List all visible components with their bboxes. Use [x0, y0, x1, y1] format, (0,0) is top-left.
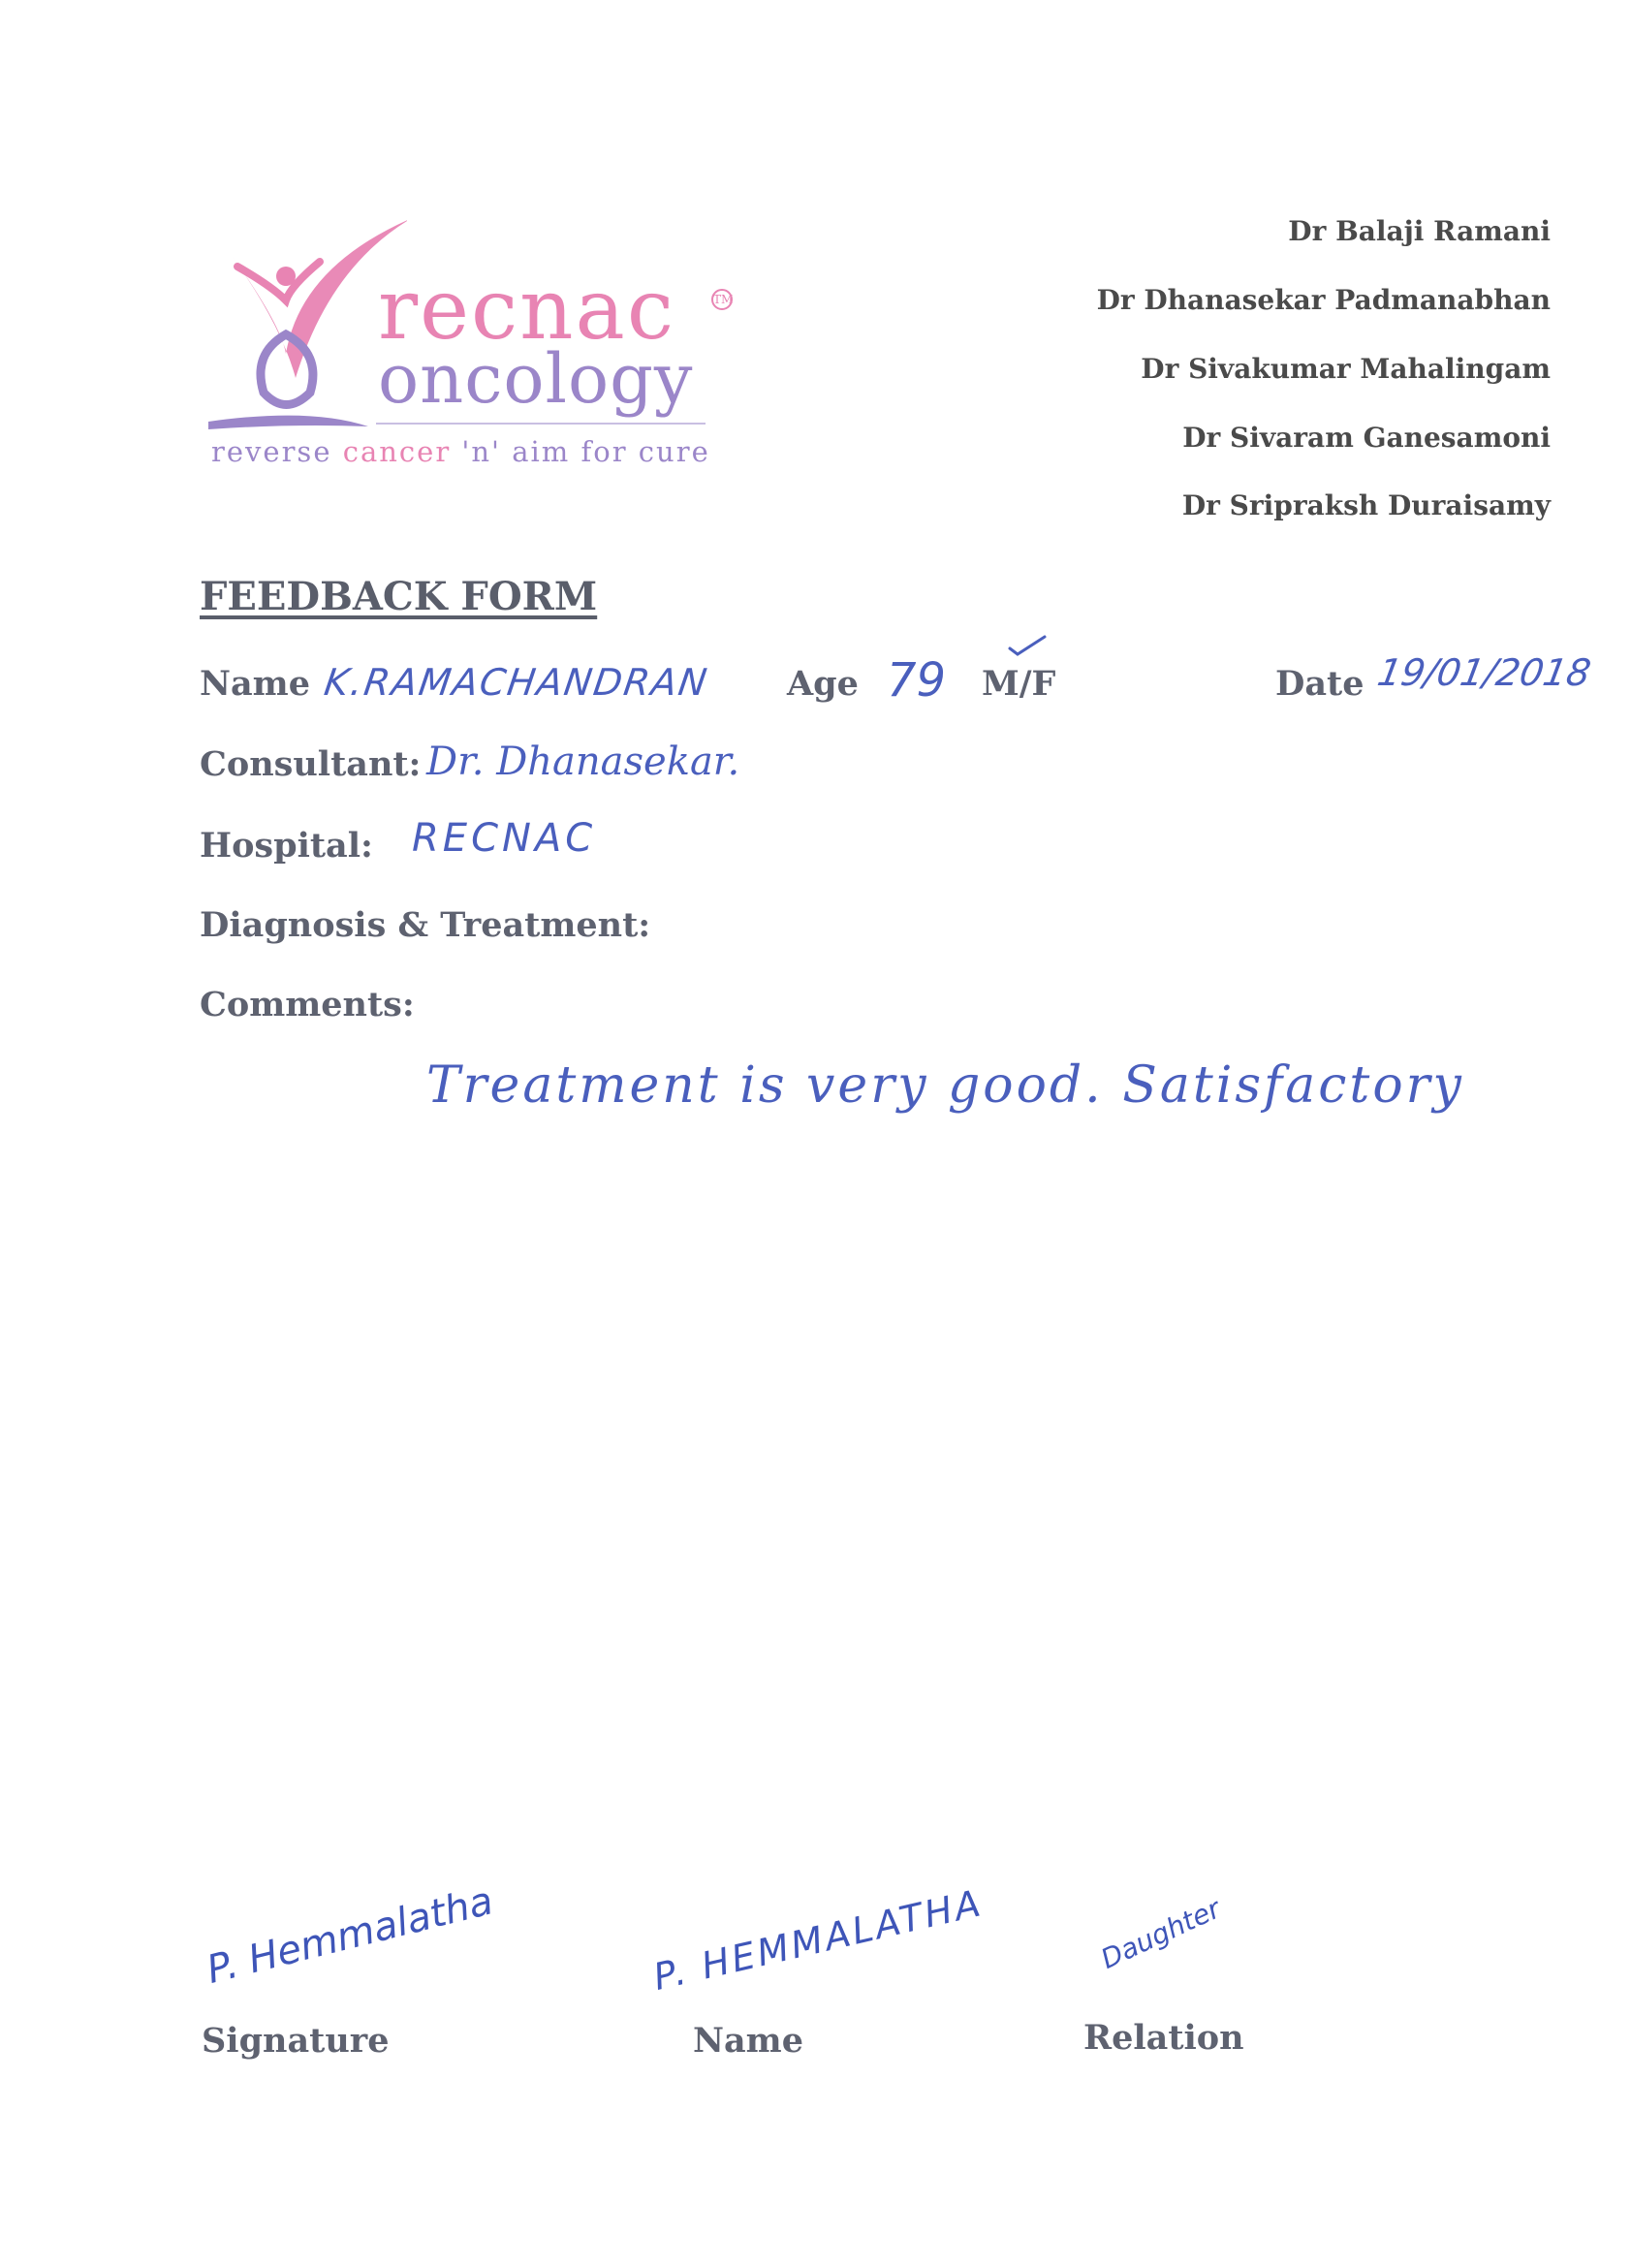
date-value: 19/01/2018 — [1374, 651, 1594, 694]
diagnosis-label: Diagnosis & Treatment: — [200, 905, 651, 945]
doctor-name: Dr Sripraksh Duraisamy — [1181, 489, 1551, 521]
name-signature-value: P. HEMMALATHA — [649, 1881, 988, 1999]
brand-name-top: recnac — [378, 262, 675, 359]
doctor-name: Dr Dhanasekar Padmanabhan — [1096, 284, 1551, 316]
brand-divider — [376, 423, 706, 425]
footer-name-label: Name — [693, 2021, 803, 2061]
consultant-label: Consultant: — [200, 744, 422, 784]
date-label: Date — [1275, 664, 1364, 704]
brand-name-bottom: oncology — [378, 339, 694, 419]
relation-value: Daughter — [1096, 1892, 1226, 1975]
age-label: Age — [787, 664, 859, 704]
doctor-name: Dr Sivaram Ganesamoni — [1182, 422, 1551, 454]
tagline-part-3: 'n' aim for cure — [451, 435, 710, 468]
comments-label: Comments: — [200, 985, 415, 1024]
hospital-label: Hospital: — [200, 826, 373, 866]
form-title: FEEDBACK FORM — [200, 574, 598, 619]
sex-label: M/F — [982, 664, 1056, 704]
tagline-part-1: reverse — [211, 435, 343, 468]
logo-emblem-icon — [194, 208, 407, 441]
checkmark-icon — [1008, 635, 1047, 656]
signature-value: P. Hemmalatha — [202, 1878, 498, 1993]
comments-value: Treatment is very good. Satisfactory — [426, 1056, 1464, 1115]
relation-label: Relation — [1083, 2018, 1244, 2058]
tagline-part-2: cancer — [342, 435, 452, 468]
hospital-value: RECNAC — [412, 816, 597, 861]
doctor-name: Dr Balaji Ramani — [1288, 215, 1551, 247]
name-value: K.RAMACHANDRAN — [321, 661, 711, 704]
doctor-name: Dr Sivakumar Mahalingam — [1141, 353, 1551, 385]
signature-label: Signature — [202, 2021, 390, 2061]
age-value: 79 — [887, 653, 947, 708]
brand-tagline — [211, 435, 710, 468]
name-label: Name — [200, 664, 310, 704]
consultant-value: Dr. Dhanasekar. — [426, 740, 740, 784]
trademark-mark: TM — [711, 289, 733, 310]
